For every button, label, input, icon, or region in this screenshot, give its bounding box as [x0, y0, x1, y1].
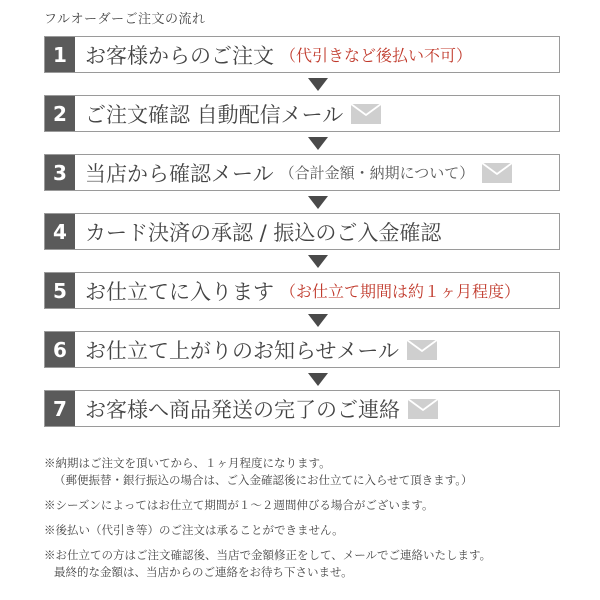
- mail-icon: [482, 163, 512, 183]
- step-3: [44, 154, 560, 191]
- step-label: ご注文確認 自動配信メール: [85, 102, 344, 127]
- step-label: お仕立て上がりのお知らせメール: [85, 338, 399, 363]
- step-2: [44, 95, 560, 132]
- step-number: 2: [45, 96, 75, 131]
- down-arrow-icon: [308, 373, 328, 386]
- note-line: （郵便振替・銀行振込の場合は、ご入金確認後にお仕立てに入らせて頂きます。）: [54, 473, 473, 487]
- note-item: [44, 547, 584, 581]
- step-label: 当店から確認メール: [85, 161, 274, 186]
- note-line: ※シーズンによってはお仕立て期間が１～２週間伸びる場合がございます。: [44, 498, 434, 512]
- step-5: [44, 272, 560, 309]
- step-number: 4: [45, 214, 75, 249]
- mail-icon: [408, 399, 438, 419]
- down-arrow-icon: [308, 78, 328, 91]
- step-label: お客様からのご注文: [85, 43, 274, 68]
- step-number: 3: [45, 155, 75, 190]
- step-note: （お仕立て期間は約１ヶ月程度）: [280, 282, 521, 301]
- step-7: [44, 390, 560, 427]
- step-4: [44, 213, 560, 250]
- note-item: [44, 455, 584, 489]
- step-number: 7: [45, 391, 75, 426]
- step-1: [44, 36, 560, 73]
- step-label: お仕立てに入ります: [85, 279, 274, 304]
- step-6: [44, 331, 560, 368]
- down-arrow-icon: [308, 196, 328, 209]
- down-arrow-icon: [308, 314, 328, 327]
- step-number: 6: [45, 332, 75, 367]
- step-label: お客様へ商品発送の完了のご連絡: [85, 397, 400, 422]
- note-line: 最終的な金額は、当店からのご連絡をお待ち下さいませ。: [54, 565, 353, 579]
- note-line: ※納期はご注文を頂いてから、１ヶ月程度になります。: [44, 456, 331, 470]
- note-item: [44, 522, 584, 539]
- note-line: ※後払い（代引き等）のご注文は承ることができません。: [44, 523, 344, 537]
- step-note: （代引きなど後払い不可）: [280, 46, 473, 65]
- order-steps: [44, 36, 560, 427]
- step-number: 1: [45, 37, 75, 72]
- step-number: 5: [45, 273, 75, 308]
- step-label: カード決済の承認 / 振込のご入金確認: [85, 220, 442, 245]
- note-item: [44, 497, 584, 514]
- note-line: ※お仕立ての方はご注文確認後、当店で金額修正をして、メールでご連絡いたします。: [44, 548, 492, 562]
- step-note: （合計金額・納期について）: [279, 164, 475, 182]
- mail-icon: [351, 104, 381, 124]
- down-arrow-icon: [308, 255, 328, 268]
- down-arrow-icon: [308, 137, 328, 150]
- mail-icon: [407, 340, 437, 360]
- notes-section: [44, 455, 584, 589]
- page-title: フルオーダーご注文の流れ: [44, 12, 206, 27]
